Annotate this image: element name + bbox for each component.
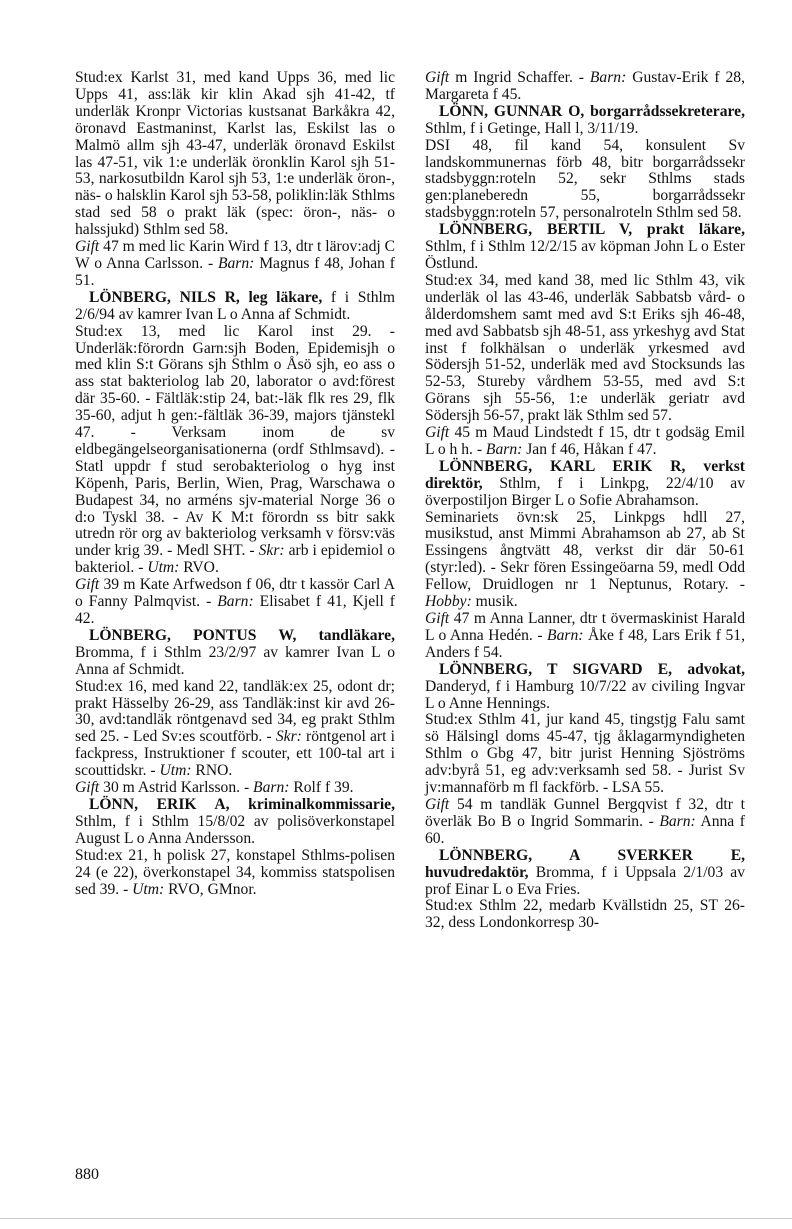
entry-header [425,104,745,138]
entry-header [425,662,745,713]
gift-text: 54 m tandläk Gunnel Bergqvist f 32, dtr t överläk Bo B o Ingrid Sommarin. - [425,795,745,830]
entry-career [425,273,745,425]
hobby-label: Hobby: [425,593,472,611]
biography-entry [425,222,745,459]
barn-label: Barn: [253,779,290,797]
barn-label: Barn: [485,440,523,458]
skr-label: Skr: [258,542,285,560]
entry-family [425,797,745,848]
utm-label: Utm: [147,559,180,577]
entry-header [75,628,395,679]
entry-family [75,780,395,797]
page-number: 880 [75,1166,99,1183]
entry-career [425,712,745,797]
utm-text: RNO. [191,762,233,780]
entry-header [425,222,745,273]
utm-text: RVO. [179,559,219,577]
barn-text: Magnus f 48, Johan f 51. [75,254,396,289]
utm-text: RVO, GMnor. [164,880,257,898]
entry-family [75,577,395,628]
biography-entry [425,459,745,662]
entry-name: LÖNNBERG, T SIGVARD E, advokat, [439,660,745,678]
entry-career [425,898,745,932]
skr-label: Skr: [275,728,302,746]
entry-continuation [75,70,395,290]
entry-birth-info: f i Sthlm 2/6/94 av kamrer Ivan L o Anna af Schmidt. [75,288,396,323]
entry-name: LÖNBERG, NILS R, leg läkare, [89,288,323,306]
entry-name: LÖNN, GUNNAR O, borgarrådssekreterare, [439,102,745,120]
entry-body: Stud:ex Sthlm 41, jur kand 45, tingstjg Falu samt sö Hälsingl doms 45-47, tjg åklagarmyndigheten Sthlm o Gbg 47, bitr jurist Henning Sjöströms adv:byrå 51, eg adv:verksamh sed 58. - Jurist Sv jv:mannaförb m fl fackförb. - LSA 55. [425,711,745,797]
entry-career [425,138,745,223]
entry-continuation [425,70,745,104]
entry-birth-info: Sthlm, f i Linkpg, 22/4/10 av överpostiljon Birger L o Sofie Abrahamson. [425,474,745,509]
bottom-rule [0,1218,792,1219]
entry-family [425,425,745,459]
barn-text: Gustav-Erik f 28, Margareta f 45. [425,69,745,103]
barn-label: Barn: [659,812,696,830]
entry-career [75,70,395,239]
entry-header [425,459,745,510]
entry-header [75,290,395,324]
gift-text: 47 m Anna Lanner, dtr t övermaskinist Harald L o Anna Hedén. - [425,610,745,644]
entry-body: Stud:ex 13, med lic Karol inst 29. - Underläk:förordn Garn:sjh Boden, Epidemisjh o med klin S:t Görans sjh Sthlm o Åsö sjh, eo ass o ass stat bakteriolog lab 20, laborator o avd:förest där 35-60. - Fältläk:stip 24, bat:-läk flk res 29, flk 35-60, adjut h gen:-fältläk 36-39, majors tjänstekl 47. - Verksam inom de sv eldbegängelseorganisationerna (ordf Sthlmsavd). - Statl uppdr f stud serobakteriolog o hyg inst Köpenh, Paris, Berlin, Wien, Prag, Warschawa o Budapest 34, no arméns sjv-material Norge 36 o d:o Tyskl 38. - Av K M:t förordn ss bitr sakk utredn rör org av bakteriolog verksamh v försv:väs under krig 39. - Medl SHT. - [75,322,395,560]
entry-header [75,797,395,848]
entry-birth-info: Bromma, f i Uppsala 2/1/03 av prof Einar L o Eva Fries. [425,863,745,898]
entry-birth-info: Danderyd, f i Hamburg 10/7/22 av civiling Ingvar L o Anne Hennings. [425,677,745,712]
barn-text: Anna f 60. [425,812,745,847]
barn-label: Barn: [547,626,584,644]
barn-text: Rolf f 39. [289,779,354,797]
entry-name: LÖNNBERG, KARL ERIK R, verkst direktör, [425,457,745,492]
entry-body: Stud:ex 21, h polisk 27, konstapel Sthlms-polisen 24 (e 22), överkonstapel 34, kommiss statspolisen sed 39. - [75,846,395,898]
gift-text: 45 m Maud Lindstedt f 15, dtr t godsäg Emil L o h h. - [425,424,745,458]
hobby-text: musik. [471,593,518,611]
biography-entry [425,848,745,933]
barn-label: Barn: [217,593,254,611]
entry-family [425,611,745,662]
entry-text: Stud:ex Karlst 31, med kand Upps 36, med lic Upps 41, ass:läk kir klin Akad sjh 41-42, tf underläk Kronpr Victorias kustsanat Barkåkra 42, öronavd Eastmaninst, Karlst las, Eskilst las o Malmö allm sjh 43-47, underläk öronavd Eskilst las 47-51, vik 1:e underläk öronklin Karol sjh 51-53, narkosutbildn Karol sjh 53, 1:e underläk öron-, näs- o halsklin Karol sjh 53-58, poliklin:läk Sthlms stad sed 58 o prakt läk (spec: öron-, näs- o halssjukd) Sthlm sed 58. [75,69,395,239]
entry-name: LÖNN, ERIK A, kriminalkommissarie, [89,795,395,813]
entry-name: LÖNNBERG, BERTIL V, prakt läkare, [439,221,745,239]
barn-text: Jan f 46, Håkan f 47. [522,440,657,458]
utm-label: Utm: [159,762,192,780]
gift-text: m Ingrid Schaffer. - [449,69,590,86]
gift-text: 30 m Astrid Karlsson. - [99,779,254,797]
right-column [425,70,745,932]
entry-body: DSI 48, fil kand 54, konsulent Sv landskommunernas förb 48, bitr borgarrådssekr stadsbyggn:roteln 52, sekr Sthlms stads gen:planeberedn 55, borgarrådssekr stadsbyggn:roteln 57, personalroteln Sthlm sed 58. [425,136,745,222]
skr-text: röntgenol art i fackpress, Instruktioner f scouter, ett 100-tal art i scouttidskr. - [75,728,395,780]
entry-career [75,679,395,780]
entry-body: Stud:ex Sthlm 22, medarb Kvällstidn 25, ST 26-32, dess Londonkorresp 30- [425,897,745,932]
entry-family [425,70,745,104]
gift-label: Gift [75,576,100,594]
biography-entry [75,797,395,898]
barn-label: Barn: [217,254,255,272]
entry-name: LÖNNBERG, A SVERKER E, huvudredaktör, [425,846,745,881]
entry-body: Stud:ex 16, med kand 22, tandläk:ex 25, odont dr; prakt Hässelby 26-29, ass Tandläk:inst kir avd 26-30, avd:tandläk röntgenavd sed 34, eg prakt Sthlm sed 25. - Led Sv:es scoutförb. - [75,677,395,746]
entry-birth-info: Sthlm, f i Sthlm 12/2/15 av köpman John L o Ester Östlund. [425,238,745,272]
gift-label: Gift [425,69,450,86]
biography-entry [75,290,395,628]
entry-career [75,324,395,578]
gift-label: Gift [75,238,100,256]
entry-body: Stud:ex 34, med kand 38, med lic Sthlm 43, vik underläk ol las 43-46, underläk Sabbatsb vård- o ålderdomshem samt med avd S:t Eriks sjh 46-48, med avd Sabbatsb sjh 48-51, ass yrkeshyg avd Stat inst f folkhälsan o underläk yrkesmed avd Södersjh 51-52, underläk med avd Stocksunds las 52-53, Stureby vårdhem 53-55, med avd S:t Görans sjh 55-56, 1:e underläk geriatr avd Södersjh 56-57, prakt läk Sthlm sed 57. [425,271,745,425]
gift-text: 47 m med lic Karin Wird f 13, dtr t lärov:adj C W o Anna Carlsson. - [75,238,396,272]
gift-label: Gift [75,779,100,797]
entry-career [75,848,395,899]
barn-text: Elisabet f 41, Kjell f 42. [75,593,395,627]
utm-label: Utm: [132,880,165,898]
entry-birth-info: Sthlm, f i Getinge, Hall l, 3/11/19. [425,119,639,137]
entry-birth-info: Bromma, f i Sthlm 23/2/97 av kamrer Ivan L o Anna af Schmidt. [75,643,395,678]
skr-text: arb i epidemiol o bakteriol. - [75,542,395,577]
gift-text: 39 m Kate Arfwedson f 06, dtr t kassör Carl A o Fanny Palmqvist. - [75,576,395,611]
entry-birth-info: Sthlm, f i Sthlm 15/8/02 av polisöverkonstapel August L o Anna Andersson. [75,812,395,847]
gift-label: Gift [425,424,450,442]
entry-family [75,239,395,290]
barn-label: Barn: [589,69,627,86]
biography-entry [75,628,395,797]
left-column [75,70,395,898]
entry-name: LÖNBERG, PONTUS W, tandläkare, [89,626,395,644]
barn-text: Åke f 48, Lars Erik f 51, Anders f 54. [425,626,745,661]
biography-entry [425,104,745,222]
entry-header [425,848,745,899]
biography-entry [425,662,745,848]
entry-body: Seminariets övn:sk 25, Linkpgs hdll 27, musikstud, anst Mimmi Abrahamson ab 27, ab St Essingens ångtvätt 48, verkst dir där 50-61 (styr:led). - Sekr fören Essingeöarna 59, medl Odd Fellow, Druidlogen nr 1 Neptunus, Rotary. - [425,508,745,594]
gift-label: Gift [425,610,450,627]
gift-label: Gift [425,795,450,813]
entry-career [425,510,745,611]
